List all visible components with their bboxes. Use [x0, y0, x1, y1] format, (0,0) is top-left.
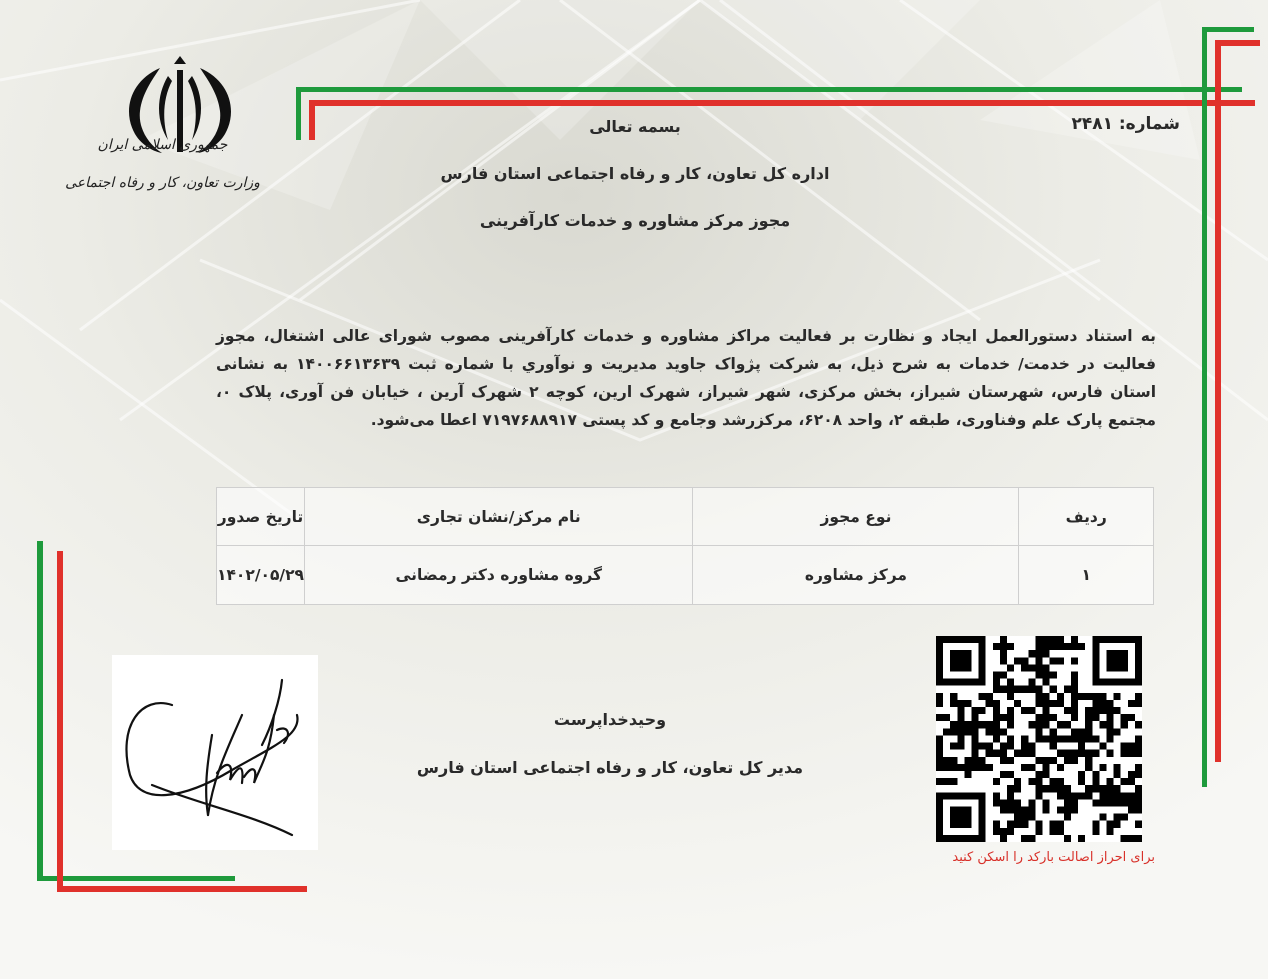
license-table [216, 487, 1154, 605]
column-header-row-number: ردیف [1019, 488, 1154, 546]
cell-center-name: گروه مشاوره دکتر رمضانی [305, 546, 693, 605]
column-header-issue-date: تاریخ صدور [217, 488, 305, 546]
cell-row-number: ۱ [1019, 546, 1154, 605]
registration-number: شماره: ۲۴۸۱ [1071, 114, 1180, 134]
signatory-title: مدیر کل تعاون، کار و رفاه اجتماعی استان فارس [416, 758, 804, 777]
signatory-name: وحیدخداپرست [553, 710, 667, 729]
table-row [217, 546, 1154, 605]
qr-caption: برای احراز اصالت بارکد را اسکن کنید [952, 850, 1155, 865]
logo-country-name: جمهوری اسلامی ایران [97, 137, 228, 153]
license-body-text: به استناد دستورالعمل ایجاد و نظارت بر فعالیت مراکز مشاوره و خدمات کارآفرینی مصوب شورای عالی اشتغال، مجوز فعالیت در خدمت/ خدمات به شرح ذیل، به شرکت پژواک جاوید مدیریت و نوآوري با شماره ثبت ۱۴۰۰۶۶۱۳۶۳۹ به نشانی استان فارس، شهرستان شیراز، بخش مرکزی، شهر شیراز، شهرک ارین، کوچه ۲ شهرک آرین ، خیابان فن آوری، پلاک ۰، مجتمع پارک علم وفناوری، طبقه ۲، واحد ۶۲۰۸، مرکزرشد وجامع و کد پستی ۷۱۹۷۶۸۸۹۱۷ اعطا می‌شود. [216, 327, 1157, 429]
organization-title: اداره کل تعاون، کار و رفاه اجتماعی استان فارس [440, 164, 830, 183]
signature-icon [112, 655, 318, 850]
license-title: مجوز مرکز مشاوره و خدمات کارآفرینی [479, 211, 791, 230]
column-header-center-name: نام مرکز/نشان تجاری [305, 488, 693, 546]
table-header-row [217, 488, 1154, 546]
signature-image [112, 655, 318, 850]
cell-issue-date: ۱۴۰۲/۰۵/۲۹ [217, 546, 305, 605]
bismillah-heading: بسمه تعالی [589, 117, 681, 136]
qr-code[interactable] [936, 636, 1142, 842]
logo-ministry-name: وزارت تعاون، کار و رفاه اجتماعی [65, 175, 260, 191]
column-header-license-type: نوع مجوز [693, 488, 1019, 546]
cell-license-type: مرکز مشاوره [693, 546, 1019, 605]
